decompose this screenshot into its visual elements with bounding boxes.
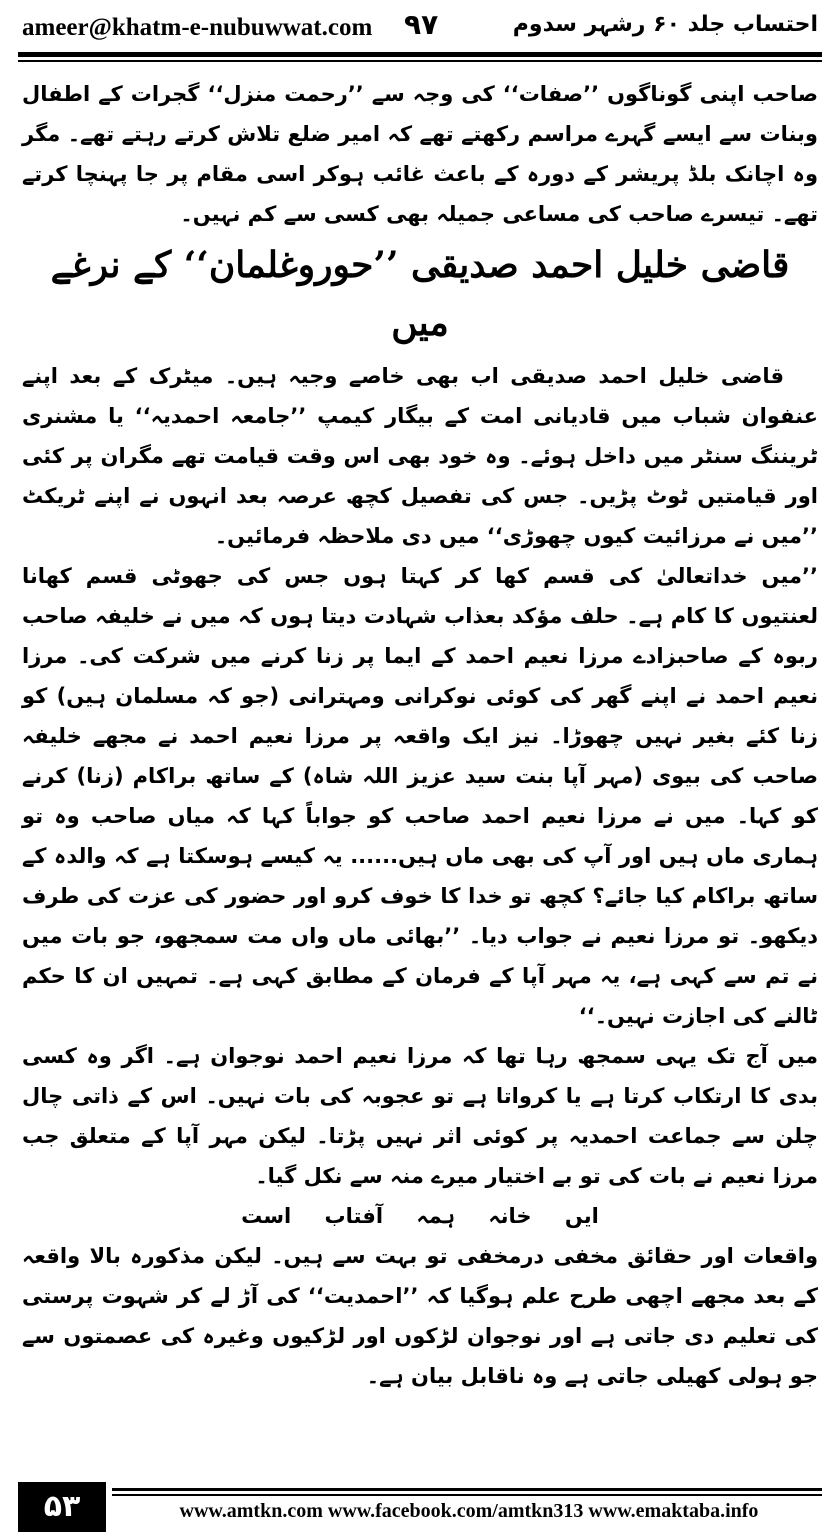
header-page-number: ۹۷ bbox=[404, 8, 439, 41]
body-paragraph: واقعات اور حقائق مخفی درمخفی تو بہت سے ہیں۔ لیکن مذکورہ بالا واقعہ کے بعد مجھے اچھی طرح علم ہوگیا کہ ’’احمدیت‘‘ کی آڑ لے کر شہوت پرستی کی تعلیم دی جاتی ہے اور نوجوان لڑکوں اور لڑکیوں وغیرہ کی عصمتوں سے جو ہولی کھیلی جاتی ہے وہ ناقابل بیان ہے۔ bbox=[22, 1244, 818, 1388]
header-book-title: احتساب جلد ۶۰ رشہر سدوم bbox=[512, 12, 818, 37]
persian-verse: ایں خانہ ہمہ آفتاب است bbox=[241, 1204, 599, 1228]
page-footer bbox=[0, 1478, 840, 1540]
page-header bbox=[0, 0, 840, 62]
section-heading: قاضی خلیل احمد صدیقی ’’حوروغلمان‘‘ کے نرغے میں bbox=[50, 244, 790, 344]
header-email: ameer@khatm-e-nubuwwat.com bbox=[22, 14, 373, 41]
footer-rule bbox=[112, 1488, 822, 1491]
footer-links: www.amtkn.com www.facebook.com/amtkn313 www.emaktaba.info bbox=[179, 1500, 759, 1522]
header-rule-thick bbox=[18, 52, 822, 57]
page-body bbox=[22, 74, 818, 1462]
body-paragraph: قاضی خلیل احمد صدیقی اب بھی خاصے وجیہ ہیں۔ میٹرک کے بعد اپنے عنفوان شباب میں قادیانی امت کے بیگار کیمپ ’’جامعہ احمدیہ‘‘ یا مشنری ٹریننگ سنٹر میں داخل ہوئے۔ وہ خود بھی اس وقت قیامت تھے مگران پر کئی اور قیامتیں ٹوٹ پڑیں۔ جس کی تفصیل کچھ عرصہ بعد انہوں نے اپنے ٹریکٹ ’’میں نے مرزائیت کیوں چھوڑی‘‘ میں دی ملاحظہ فرمائیں۔ bbox=[22, 364, 818, 548]
header-rule-thin bbox=[18, 60, 822, 62]
quoted-paragraph: ’’میں خداتعالیٰ کی قسم کھا کر کہتا ہوں جس کی جھوٹی قسم کھانا لعنتیوں کا کام ہے۔ حلف مؤکد بعذاب شہادت دیتا ہوں کہ میں نے خلیفہ صاحب ربوہ کے صاحبزادے مرزا نعیم احمد کے ایما پر زنا کرنے میں شرکت کی۔ مرزا نعیم احمد نے اپنے گھر کی کوئی نوکرانی ومہترانی (جو کہ مسلمان ہیں) کو زنا کئے بغیر نہیں چھوڑا۔ نیز ایک واقعہ پر مرزا نعیم احمد نے مجھے خلیفہ صاحب کی بیوی (مہر آپا بنت سید عزیز اللہ شاہ) کے ساتھ براکام (زنا) کرنے کو کہا۔ میں نے مرزا نعیم احمد صاحب کو جواباً کہا کہ میاں صاحب وہ تو ہماری ماں ہیں اور آپ کی بھی ماں ہیں...... یہ کیسے ہوسکتا ہے کہ والدہ کے ساتھ براکام کیا جائے؟ کچھ تو خدا کا خوف کرو اور حضور کی عزت کی طرف دیکھو۔ تو مرزا نعیم نے جواب دیا۔ ’’بھائی ماں واں مت سمجھو، جو بات میں نے تم سے کہی ہے، یہ مہر آپا کے فرمان کے مطابق کہی ہے۔ تمہیں ان کا حکم ٹالنے کی اجازت نہیں۔‘‘ bbox=[22, 564, 818, 1028]
body-paragraph: میں آج تک یہی سمجھ رہا تھا کہ مرزا نعیم احمد نوجوان ہے۔ اگر وہ کسی بدی کا ارتکاب کرتا ہے یا کرواتا ہے تو عجوبہ کی بات نہیں۔ اس کے ذاتی چال چلن سے جماعت احمدیہ پر کوئی اثر نہیں پڑتا۔ لیکن مہر آپا کے متعلق جب مرزا نعیم نے بات کی تو بے اختیار میرے منہ سے نکل گیا۔ bbox=[22, 1044, 818, 1188]
footer-rule bbox=[112, 1494, 822, 1496]
footer-page-number: ۵۳ bbox=[18, 1482, 106, 1532]
body-paragraph: صاحب اپنی گوناگوں ’’صفات‘‘ کی وجہ سے ’’رحمت منزل‘‘ گجرات کے اطفال وبنات سے ایسے گہرے مراسم رکھتے تھے کہ امیر ضلع تلاش کرتے رہتے تھے۔ مگر وہ اچانک بلڈ پریشر کے دورہ کے باعث غائب ہوکر اسی مقام پر جا پہنچا کرتے تھے۔ تیسرے صاحب کی مساعی جمیلہ بھی کسی سے کم نہیں۔ bbox=[22, 82, 818, 226]
